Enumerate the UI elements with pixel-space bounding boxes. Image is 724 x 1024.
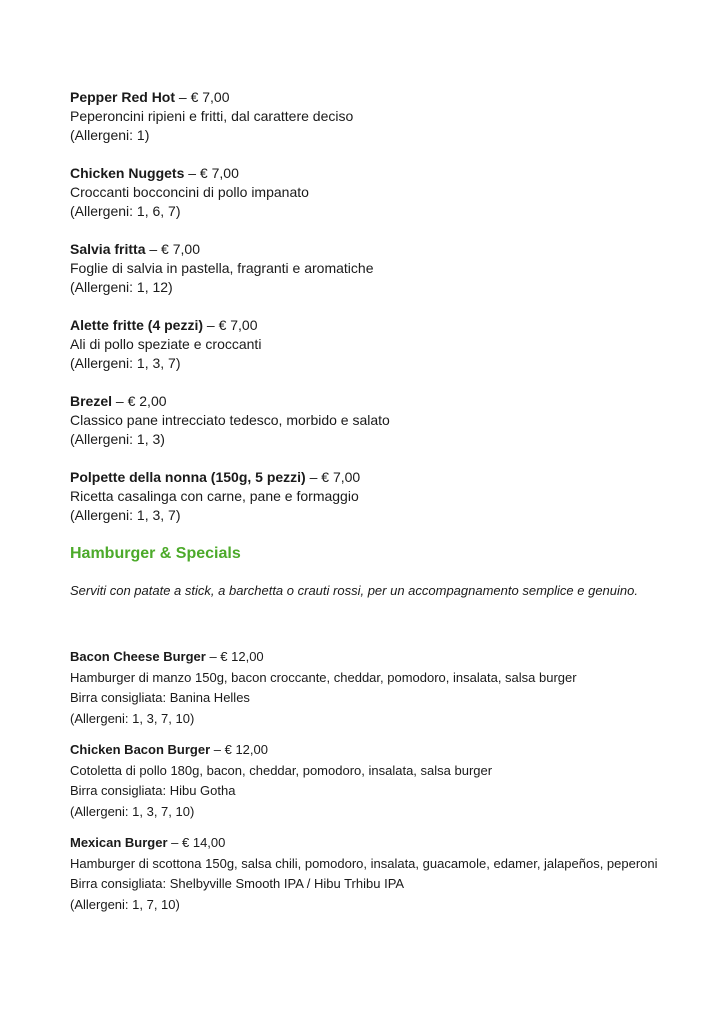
menu-item-beer: Birra consigliata: Shelbyville Smooth IPA / Hibu Trhibu IPA: [70, 876, 405, 891]
menu-item-mexican-burger: [70, 833, 670, 915]
menu-item-description: Croccanti bocconcini di pollo impanato: [70, 184, 309, 200]
menu-item-name: Brezel: [70, 393, 113, 409]
section-title: Hamburger & Specials: [70, 545, 241, 562]
menu-item-price: – € 7,00: [203, 317, 258, 333]
menu-item-description: Classico pane intrecciato tedesco, morbido e salato: [70, 412, 390, 428]
menu-item-brezel: [70, 392, 670, 449]
menu-item-beer: Birra consigliata: Hibu Gotha: [70, 783, 236, 798]
menu-item-name: Polpette della nonna (150g, 5 pezzi): [70, 469, 306, 485]
menu-item-title-line: [70, 468, 670, 487]
menu-item-description: Ricetta casalinga con carne, pane e formaggio: [70, 488, 359, 504]
menu-item-description: Hamburger di scottona 150g, salsa chili, pomodoro, insalata, guacamole, edamer, jalapeños, peperoni: [70, 855, 658, 871]
menu-item-allergens: (Allergeni: 1, 3, 7): [70, 355, 181, 371]
menu-item-allergens: (Allergeni: 1, 12): [70, 279, 173, 295]
menu-item-title-line: [70, 392, 670, 411]
menu-item-alette-fritte: [70, 316, 670, 373]
menu-item-chicken-bacon-burger: [70, 740, 670, 822]
menu-item-title-line: [70, 164, 670, 183]
section-intro: Serviti con patate a stick, a barchetta o crauti rossi, per un accompagnamento semplice e genuino.: [70, 583, 638, 598]
menu-item-price: – € 2,00: [112, 393, 167, 409]
menu-item-description: Cotoletta di pollo 180g, bacon, cheddar, pomodoro, insalata, salsa burger: [70, 762, 493, 778]
menu-item-price: – € 12,00: [210, 742, 268, 757]
menu-item-beer: Birra consigliata: Banina Helles: [70, 690, 250, 705]
menu-item-title-line: [70, 833, 670, 854]
menu-item-pepper-red-hot: [70, 88, 670, 145]
menu-item-title-line: [70, 240, 670, 259]
menu-item-price: – € 14,00: [167, 835, 226, 850]
menu-item-name: Chicken Bacon Burger: [70, 742, 211, 757]
menu-item-title-line: [70, 88, 670, 107]
menu-item-title-line: [70, 647, 670, 668]
menu-item-description: Hamburger di manzo 150g, bacon croccante, cheddar, pomodoro, insalata, salsa burger: [70, 669, 577, 685]
menu-item-price: – € 7,00: [305, 469, 361, 485]
menu-item-bacon-cheese-burger: [70, 647, 670, 729]
menu-item-description: Peperoncini ripieni e fritti, dal carattere deciso: [70, 108, 354, 124]
menu-item-price: – € 7,00: [184, 165, 239, 181]
menu-item-polpette-della-nonna: [70, 468, 670, 525]
menu-item-allergens: (Allergeni: 1, 3, 7, 10): [70, 803, 195, 819]
menu-page: [70, 88, 670, 926]
menu-item-name: Pepper Red Hot: [70, 89, 176, 105]
menu-item-allergens: (Allergeni: 1): [70, 127, 150, 143]
menu-item-name: Alette fritte (4 pezzi): [70, 317, 204, 333]
menu-item-title-line: [70, 740, 670, 761]
menu-item-title-line: [70, 316, 670, 335]
menu-item-description: Ali di pollo speziate e croccanti: [70, 336, 262, 352]
menu-item-allergens: (Allergeni: 1, 3): [70, 431, 165, 447]
menu-item-allergens: (Allergeni: 1, 7, 10): [70, 896, 180, 912]
menu-item-price: – € 12,00: [205, 649, 264, 664]
menu-item-allergens: (Allergeni: 1, 3, 7, 10): [70, 710, 195, 726]
menu-item-allergens: (Allergeni: 1, 3, 7): [70, 507, 181, 523]
menu-item-price: – € 7,00: [175, 89, 230, 105]
menu-item-name: Chicken Nuggets: [70, 165, 185, 181]
menu-item-allergens: (Allergeni: 1, 6, 7): [70, 203, 181, 219]
menu-item-price: – € 7,00: [145, 241, 200, 257]
menu-item-name: Salvia fritta: [70, 241, 146, 257]
menu-item-salvia-fritta: [70, 240, 670, 297]
menu-item-name: Bacon Cheese Burger: [70, 649, 206, 664]
menu-item-chicken-nuggets: [70, 164, 670, 221]
menu-item-name: Mexican Burger: [70, 835, 168, 850]
menu-item-description: Foglie di salvia in pastella, fragranti e aromatiche: [70, 260, 374, 276]
